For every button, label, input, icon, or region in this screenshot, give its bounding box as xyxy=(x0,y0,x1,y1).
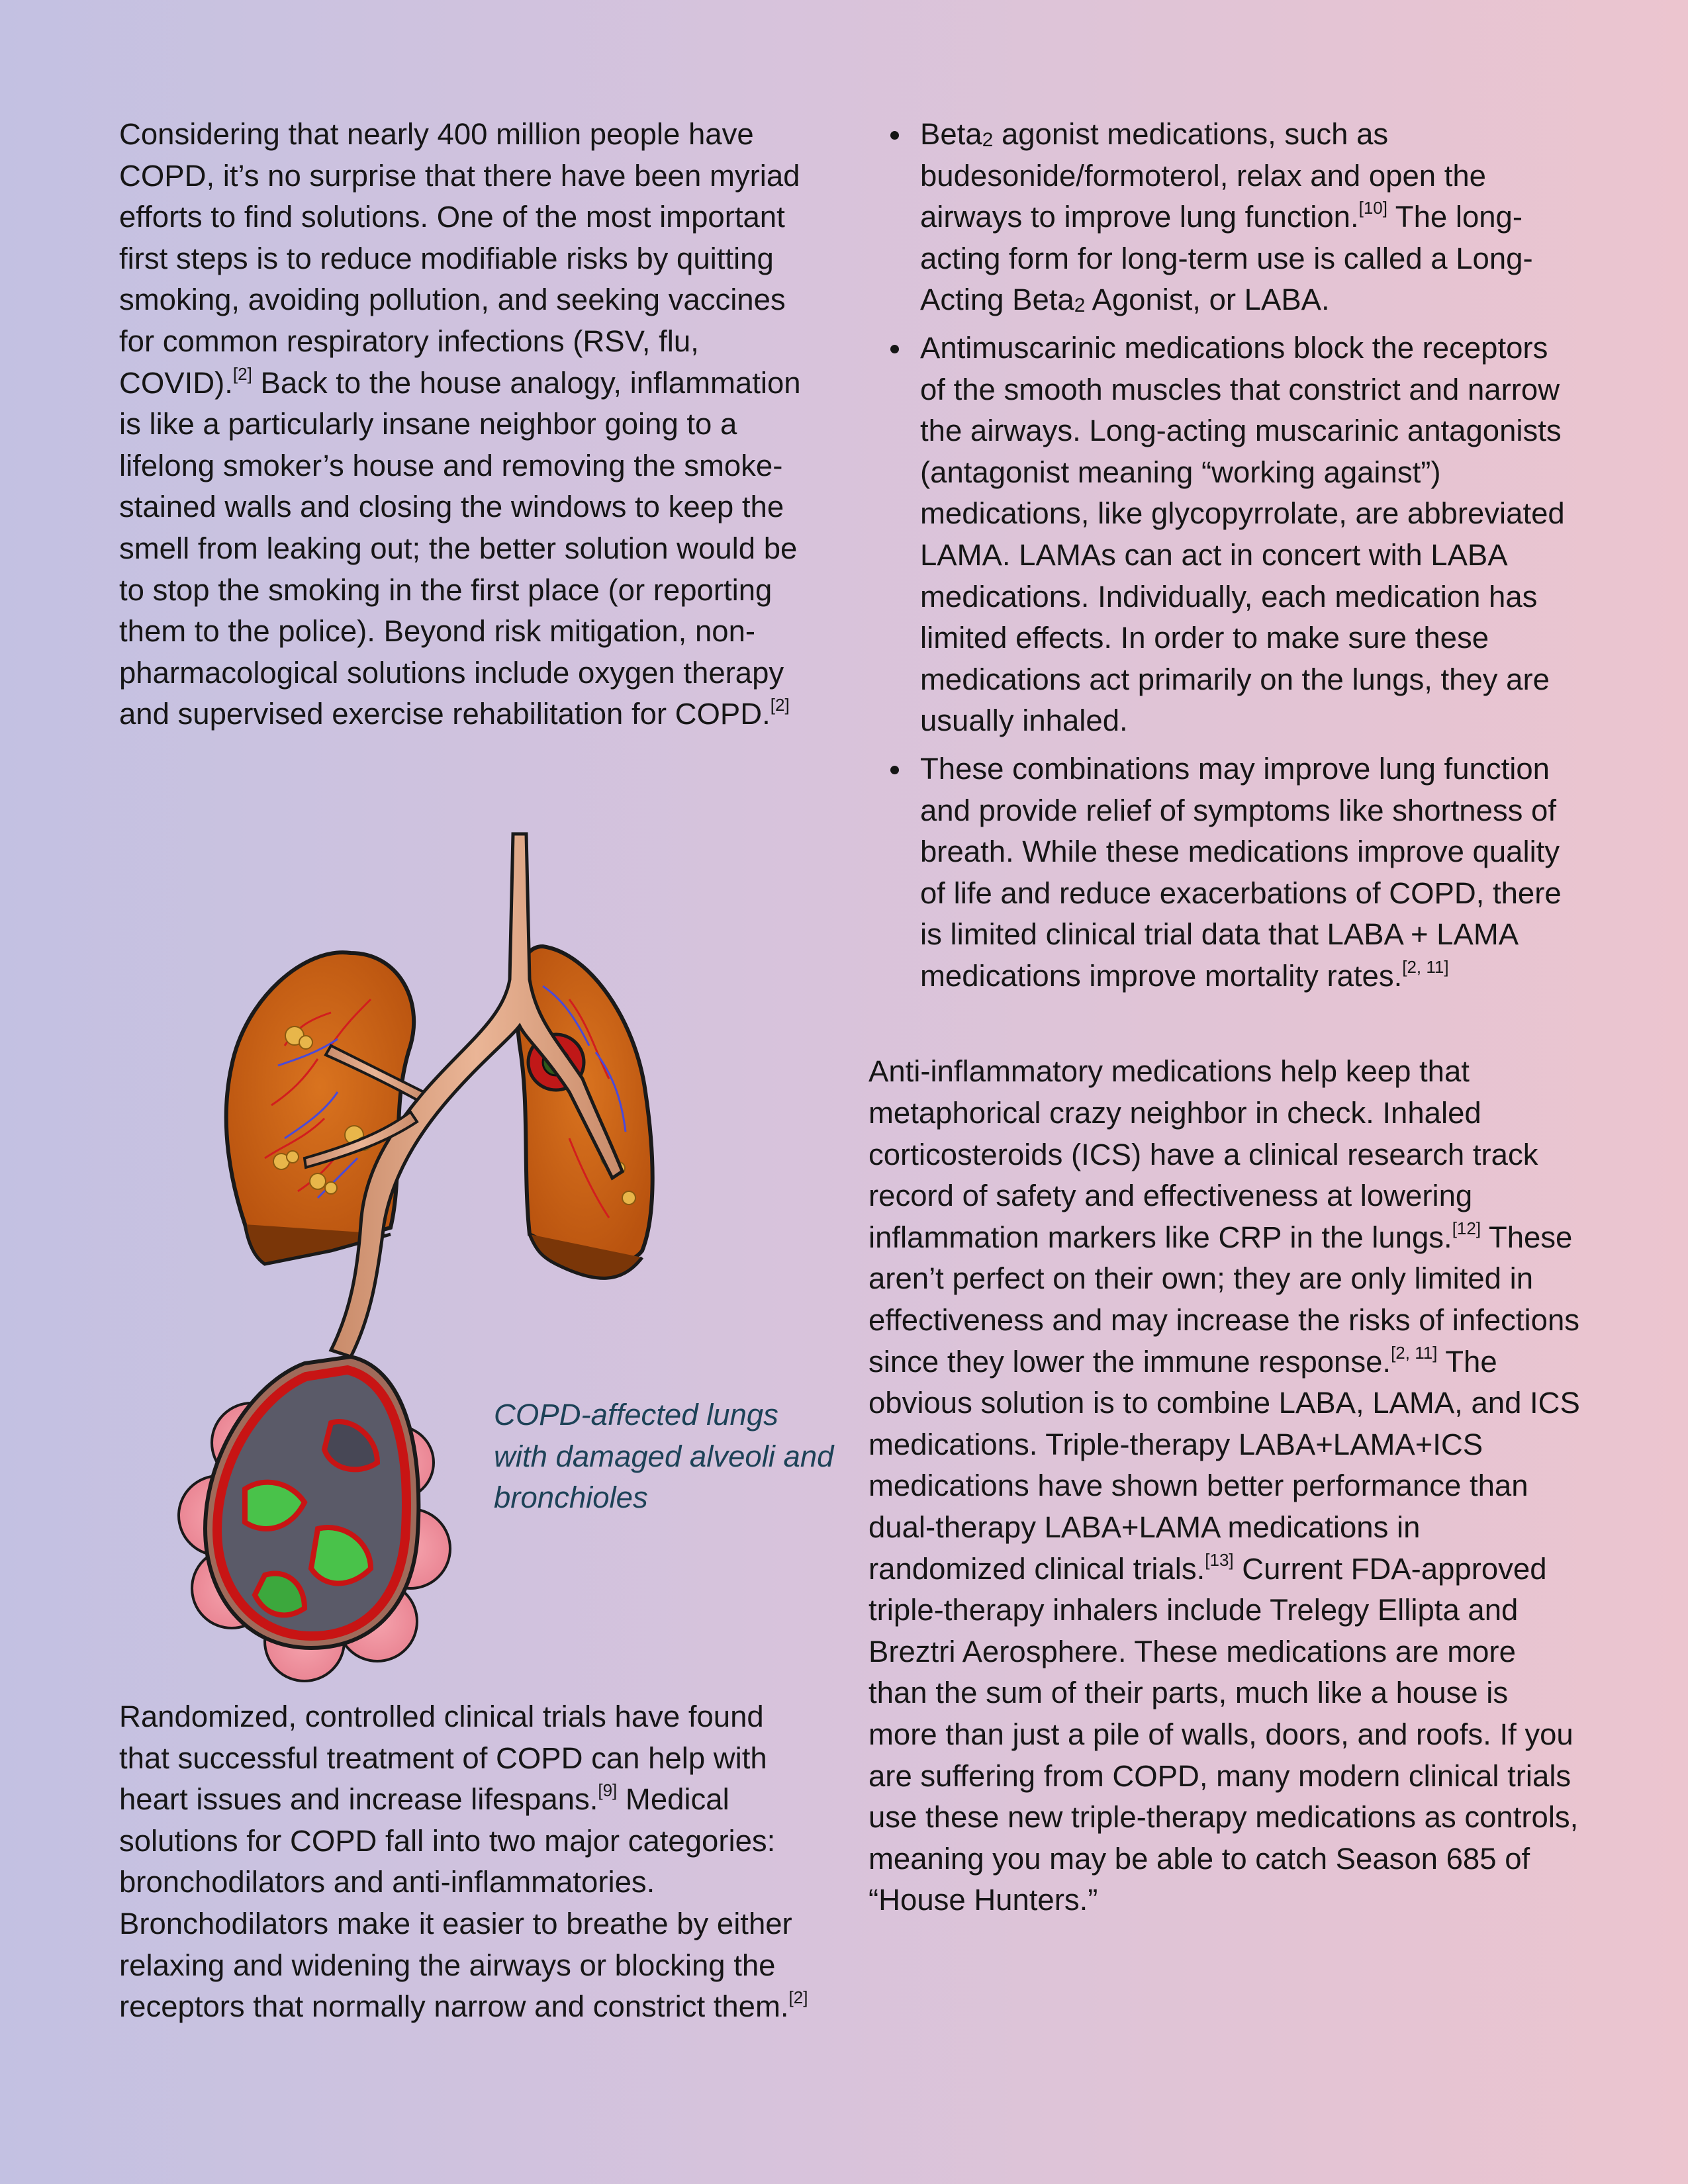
bullet-icon xyxy=(890,131,899,140)
medication-list xyxy=(868,114,1580,997)
list-item-text: The long-acting form for long-term use is called a Long-Acting Beta xyxy=(920,200,1533,317)
bullet-icon xyxy=(890,345,899,353)
left-column-bottom xyxy=(119,1696,814,2028)
anti-inflammatory-text-a: Anti-inflammatory medications help keep that metaphorical crazy neighbor in check. Inhaled corticosteroids (ICS) have a clinical research track record of safety and effectiveness at lowering inflammation markers like CRP in the lungs. xyxy=(868,1054,1538,1254)
citation-ref: [13] xyxy=(1205,1549,1234,1570)
anti-inflammatory-paragraph xyxy=(868,1051,1580,1921)
citation-ref: [2, 11] xyxy=(1391,1342,1438,1363)
list-item xyxy=(920,114,1580,321)
list-item-text: Antimuscarinic medications block the receptors of the smooth muscles that constrict and narrow the airways. Long-acting muscarinic antagonists (antagonist meaning “working against”) medications, like glycopyrrolate, are abbreviated LAMA. LAMAs can act in concert with LABA medications. Individually, each medication has limited effects. In order to make sure these medications act primarily on the lungs, they are usually inhaled. xyxy=(920,330,1565,738)
intro-text-b: Back to the house analogy, inflammation is like a particularly insane neighbor going to a lifelong smoker’s house and removing the smoke-stained walls and closing the windows to keep the smell from leaking out; the better solution would be to stop the smoking in the first place (or reporting them to the police). Beyond risk mitigation, non-pharmacological solutions include oxygen therapy and supervised exercise rehabilitation for COPD. xyxy=(119,365,801,731)
subscript: 2 xyxy=(982,129,994,151)
intro-paragraph xyxy=(119,114,814,735)
citation-ref: [2] xyxy=(232,363,252,384)
list-item xyxy=(920,749,1580,997)
citation-ref: [2] xyxy=(788,1987,808,2008)
alveoli-cluster xyxy=(179,1357,450,1681)
copd-lungs-illustration xyxy=(132,827,755,1701)
figure-caption: COPD-affected lungs with damaged alveoli and bronchioles xyxy=(494,1398,834,1515)
anti-inflammatory-text-d: Current FDA-approved triple-therapy inhalers include Trelegy Ellipta and Breztri Aerosphere. These medications are more than the sum of their parts, much like a house is more than just a pile of walls, doors, and roofs. If you are suffering from COPD, many modern clinical trials use these new triple-therapy medications as controls, meaning you may be able to catch Season 685 of “House Hunters.” xyxy=(868,1551,1579,1917)
list-item-text: These combinations may improve lung function and provide relief of symptoms like shortness of breath. While these medications improve quality of life and reduce exacerbations of COPD, there is limited clinical trial data that LABA + LAMA medications improve mortality rates. xyxy=(920,751,1562,993)
anti-inflammatory-text-b: These aren’t perfect on their own; they are only limited in effectiveness and may increase the risks of infections since they lower the immune response. xyxy=(868,1220,1580,1379)
treatment-text-b: Medical solutions for COPD fall into two major categories: bronchodilators and anti-inflammatories. Bronchodilators make it easier to breathe by either relaxing and widening the airways or blocking the receptors that normally narrow and constrict them. xyxy=(119,1782,792,2024)
list-item-text: agonist medications, such as budesonide/formoterol, relax and open the airways to improve lung function. xyxy=(920,117,1486,234)
left-column-top xyxy=(119,114,814,735)
list-item xyxy=(920,328,1580,742)
treatment-paragraph xyxy=(119,1696,814,2028)
treatment-text-a: Randomized, controlled clinical trials have found that successful treatment of COPD can help with heart issues and increase lifespans. xyxy=(119,1700,767,1817)
list-item-text: Beta xyxy=(920,117,982,151)
anti-inflammatory-text-c: The obvious solution is to combine LABA, LAMA, and ICS medications. Triple-therapy LABA+LAMA+ICS medications have shown better performance than dual-therapy LABA+LAMA medications in randomized clinical trials. xyxy=(868,1344,1580,1586)
citation-ref: [2] xyxy=(770,695,790,715)
right-column xyxy=(868,114,1580,1921)
citation-ref: [12] xyxy=(1452,1218,1481,1238)
citation-ref: [9] xyxy=(598,1780,618,1801)
subscript: 2 xyxy=(1074,295,1086,317)
bullet-icon xyxy=(890,766,899,774)
intro-text-a: Considering that nearly 400 million people have COPD, it’s no surprise that there have been myriad efforts to find solutions. One of the most important first steps is to reduce modifiable risks by quitting smoking, avoiding pollution, and seeking vaccines for common respiratory infections (RSV, flu, COVID). xyxy=(119,117,800,400)
list-item-text: Agonist, or LABA. xyxy=(1085,283,1330,317)
citation-ref: [10] xyxy=(1358,198,1387,218)
citation-ref: [2, 11] xyxy=(1402,956,1449,977)
